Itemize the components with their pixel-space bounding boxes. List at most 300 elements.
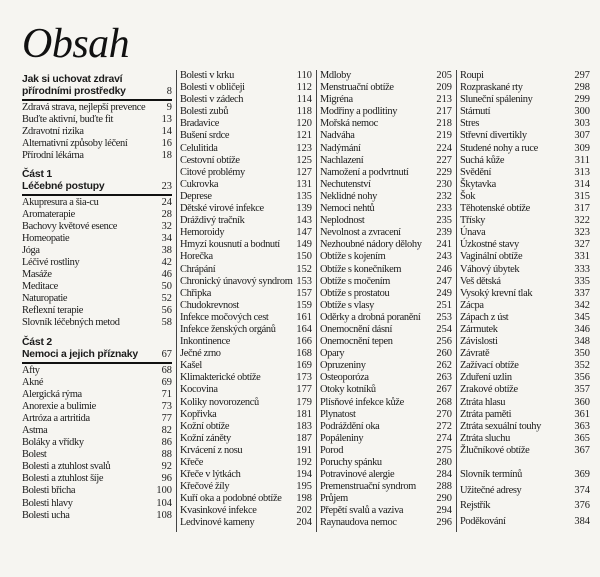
toc-entry[interactable] xyxy=(320,203,452,215)
toc-entry[interactable] xyxy=(180,300,312,312)
column-divider xyxy=(316,70,317,532)
entry-title: Naturopatie xyxy=(22,293,68,305)
toc-entry[interactable] xyxy=(22,102,172,114)
toc-entry[interactable] xyxy=(180,421,312,433)
page-number: 331 xyxy=(574,251,590,263)
entry-title: Nadýmání xyxy=(320,142,361,154)
page-number: 272 xyxy=(436,420,452,432)
entry-title: Koliky novorozenců xyxy=(180,396,259,408)
toc-entry[interactable] xyxy=(180,409,312,421)
toc-entry[interactable] xyxy=(180,433,312,445)
entry-title: Kopřivka xyxy=(180,408,217,420)
toc-entry[interactable] xyxy=(320,155,452,167)
toc-entry[interactable] xyxy=(22,510,172,522)
entry-title: Dráždivý tračník xyxy=(180,215,245,227)
page-number: 13 xyxy=(161,113,172,125)
toc-entry[interactable] xyxy=(460,421,590,433)
toc-entry[interactable] xyxy=(460,130,590,142)
page-number: 100 xyxy=(156,485,172,497)
heading-text: Jak si uchovat zdraví xyxy=(22,74,123,85)
page-number: 187 xyxy=(296,432,312,444)
toc-entry[interactable] xyxy=(320,167,452,179)
toc-entry[interactable] xyxy=(180,324,312,336)
toc-entry[interactable] xyxy=(180,372,312,384)
section-heading[interactable] xyxy=(22,181,172,193)
page-number: 327 xyxy=(574,239,590,251)
page-number: 243 xyxy=(436,251,452,263)
toc-entry[interactable] xyxy=(320,264,452,276)
page-number: 256 xyxy=(436,336,452,348)
toc-entry[interactable] xyxy=(460,372,590,384)
toc-entry[interactable] xyxy=(320,70,452,82)
toc-entry[interactable] xyxy=(320,372,452,384)
entry-title: Homeopatie xyxy=(22,232,70,244)
entry-title: Buďte aktivní, buďte fit xyxy=(22,113,114,125)
toc-entry[interactable] xyxy=(460,483,590,499)
page-number: 120 xyxy=(296,118,312,130)
toc-entry[interactable] xyxy=(180,118,312,130)
toc-entry[interactable] xyxy=(460,155,590,167)
toc-entry[interactable] xyxy=(320,481,452,493)
section-heading[interactable] xyxy=(22,349,172,361)
page-number: 307 xyxy=(574,130,590,142)
toc-entry[interactable] xyxy=(180,82,312,94)
toc-entry[interactable] xyxy=(180,312,312,324)
toc-entry[interactable] xyxy=(180,469,312,481)
entry-title: Obtíže s prostatou xyxy=(320,287,390,299)
toc-entry[interactable] xyxy=(180,94,312,106)
toc-entry[interactable] xyxy=(180,179,312,191)
page-number: 183 xyxy=(296,420,312,432)
toc-entry[interactable] xyxy=(180,264,312,276)
toc-entry[interactable] xyxy=(460,191,590,203)
page-number: 9 xyxy=(166,101,172,113)
entry-title: Infekce močových cest xyxy=(180,311,269,323)
entry-title: Bolesti v obličeji xyxy=(180,82,245,94)
page-number: 92 xyxy=(161,461,172,473)
toc-entry[interactable] xyxy=(22,485,172,497)
toc-entry[interactable] xyxy=(22,449,172,461)
page-number: 365 xyxy=(574,432,590,444)
toc-entry[interactable] xyxy=(180,517,312,529)
toc-entry[interactable] xyxy=(22,221,172,233)
entry-title: Onemocnění tepen xyxy=(320,336,393,348)
toc-entry[interactable] xyxy=(22,197,172,209)
entry-title: Zácpa xyxy=(460,299,484,311)
toc-entry[interactable] xyxy=(320,517,452,529)
toc-entry[interactable] xyxy=(460,179,590,191)
page-number: 88 xyxy=(161,449,172,461)
entry-title: Kožní obtíže xyxy=(180,420,230,432)
toc-entry[interactable] xyxy=(180,155,312,167)
toc-entry[interactable] xyxy=(460,384,590,396)
toc-entry[interactable] xyxy=(180,336,312,348)
toc-list xyxy=(22,365,172,522)
entry-title: Krvácení z nosu xyxy=(180,444,243,456)
toc-entry[interactable] xyxy=(320,106,452,118)
toc-entry[interactable] xyxy=(320,312,452,324)
toc-entry[interactable] xyxy=(22,461,172,473)
part-label xyxy=(22,169,172,181)
entry-title: Obtíže s vlasy xyxy=(320,299,374,311)
entry-title: Osteoporóza xyxy=(320,372,369,384)
toc-entry[interactable] xyxy=(180,481,312,493)
toc-entry[interactable] xyxy=(320,469,452,481)
entry-title: Boláky a vřídky xyxy=(22,437,84,449)
toc-entry[interactable] xyxy=(320,288,452,300)
toc-entry[interactable] xyxy=(180,276,312,288)
toc-entry[interactable] xyxy=(460,360,590,372)
toc-entry[interactable] xyxy=(320,179,452,191)
toc-entry[interactable] xyxy=(22,365,172,377)
page-number: 219 xyxy=(436,130,452,142)
toc-entry[interactable] xyxy=(180,457,312,469)
entry-title: Obtíže s konečníkem xyxy=(320,263,402,275)
page-number: 229 xyxy=(436,166,452,178)
entry-title: Ztráta paměti xyxy=(460,408,512,420)
toc-entry[interactable] xyxy=(22,413,172,425)
entry-title: Oděrky a drobná poranění xyxy=(320,311,421,323)
page-number: 254 xyxy=(436,323,452,335)
toc-entry[interactable] xyxy=(460,288,590,300)
entry-title: Namožení a podvrtnutí xyxy=(320,166,409,178)
page-number: 205 xyxy=(436,70,452,81)
page-number: 251 xyxy=(436,299,452,311)
toc-entry[interactable] xyxy=(22,269,172,281)
page-number: 191 xyxy=(296,444,312,456)
entry-title: Klimakterické obtíže xyxy=(180,372,261,384)
toc-entry[interactable] xyxy=(180,251,312,263)
page-number: 127 xyxy=(296,166,312,178)
toc-entry[interactable] xyxy=(180,70,312,82)
toc-entry[interactable] xyxy=(460,409,590,421)
page-number: 147 xyxy=(296,227,312,239)
entry-title: Veš dětská xyxy=(460,275,501,287)
page-number: 135 xyxy=(296,190,312,202)
page-number: 345 xyxy=(574,311,590,323)
entry-title: Astma xyxy=(22,424,48,436)
page-number: 198 xyxy=(296,493,312,505)
toc-entry[interactable] xyxy=(320,348,452,360)
toc-entry[interactable] xyxy=(320,143,452,155)
page-number: 159 xyxy=(296,299,312,311)
section-intro xyxy=(22,74,172,162)
page-number: 315 xyxy=(574,190,590,202)
toc-entry[interactable] xyxy=(180,215,312,227)
toc-entry[interactable] xyxy=(320,94,452,106)
page-number: 239 xyxy=(436,227,452,239)
toc-entry[interactable] xyxy=(460,106,590,118)
page-number: 192 xyxy=(296,457,312,468)
page-number: 150 xyxy=(296,251,312,263)
toc-entry[interactable] xyxy=(320,397,452,409)
toc-entry[interactable] xyxy=(320,239,452,251)
toc-entry[interactable] xyxy=(460,143,590,155)
toc-entry[interactable] xyxy=(180,203,312,215)
toc-entry[interactable] xyxy=(460,312,590,324)
toc-entry[interactable] xyxy=(180,191,312,203)
page-number: 18 xyxy=(161,149,172,161)
entry-title: Zdravá strava, nejlepší prevence xyxy=(22,101,146,113)
entry-title: Raynaudova nemoc xyxy=(320,517,397,529)
toc-entry[interactable] xyxy=(180,239,312,251)
toc-entry[interactable] xyxy=(320,493,452,505)
page-number: 143 xyxy=(296,215,312,227)
toc-entry[interactable] xyxy=(180,360,312,372)
toc-entry[interactable] xyxy=(180,505,312,517)
toc-entry[interactable] xyxy=(460,264,590,276)
toc-entry[interactable] xyxy=(460,433,590,445)
page-number: 249 xyxy=(436,287,452,299)
toc-entry[interactable] xyxy=(320,227,452,239)
toc-entry[interactable] xyxy=(180,384,312,396)
page-number: 181 xyxy=(296,408,312,420)
toc-entry[interactable] xyxy=(460,94,590,106)
entry-title: Nezhoubné nádory dělohy xyxy=(320,239,422,251)
toc-entry[interactable] xyxy=(180,445,312,457)
entry-title: Akupresura a šia-cu xyxy=(22,196,99,208)
toc-entry[interactable] xyxy=(22,293,172,305)
page-number: 157 xyxy=(296,287,312,299)
toc-entry[interactable] xyxy=(460,82,590,94)
toc-entry[interactable] xyxy=(22,498,172,510)
entry-title: Poruchy spánku xyxy=(320,457,382,468)
toc-entry[interactable] xyxy=(22,317,172,329)
toc-entry[interactable] xyxy=(460,336,590,348)
toc-entry[interactable] xyxy=(460,514,590,530)
toc-entry[interactable] xyxy=(320,384,452,396)
entry-title: Kuří oka a podobné obtíže xyxy=(180,493,282,505)
toc-entry[interactable] xyxy=(180,493,312,505)
toc-entry[interactable] xyxy=(320,251,452,263)
toc-entry[interactable] xyxy=(460,397,590,409)
toc-entry[interactable] xyxy=(22,114,172,126)
toc-entry[interactable] xyxy=(320,324,452,336)
page-number: 218 xyxy=(436,118,452,130)
entry-title: Suchá kůže xyxy=(460,154,505,166)
page-number: 294 xyxy=(436,505,452,517)
toc-entry[interactable] xyxy=(320,433,452,445)
page-number: 77 xyxy=(161,412,172,424)
page-number: 232 xyxy=(436,190,452,202)
toc-entry[interactable] xyxy=(22,473,172,485)
page-number: 224 xyxy=(436,142,452,154)
toc-entry[interactable] xyxy=(180,397,312,409)
toc-column-4 xyxy=(460,70,590,529)
entry-title: Horečka xyxy=(180,251,213,263)
page-number: 313 xyxy=(574,166,590,178)
toc-entry[interactable] xyxy=(460,445,590,457)
page-number: 24 xyxy=(161,196,172,208)
toc-list xyxy=(460,70,590,457)
page-number: 323 xyxy=(574,227,590,239)
toc-list xyxy=(22,102,172,162)
entry-title: Meditace xyxy=(22,281,58,293)
toc-entry[interactable] xyxy=(22,401,172,413)
page-number: 363 xyxy=(574,420,590,432)
section-heading[interactable] xyxy=(22,74,172,86)
page-number: 367 xyxy=(574,444,590,456)
entry-title: Bolesti v zádech xyxy=(180,94,244,106)
page-number: 384 xyxy=(574,515,590,527)
entry-title: Porod xyxy=(320,444,344,456)
page-number: 153 xyxy=(296,275,312,287)
page-number: 168 xyxy=(296,348,312,360)
entry-title: Žlučníkové obtíže xyxy=(460,444,530,456)
toc-entry[interactable] xyxy=(320,445,452,457)
page-number: 253 xyxy=(436,311,452,323)
page-number: 56 xyxy=(161,305,172,317)
page-number: 169 xyxy=(296,360,312,372)
entry-title: Zdravotní rizika xyxy=(22,125,84,137)
toc-entry[interactable] xyxy=(320,276,452,288)
toc-entry[interactable] xyxy=(460,300,590,312)
toc-entry[interactable] xyxy=(460,227,590,239)
toc-entry[interactable] xyxy=(320,191,452,203)
page-number: 337 xyxy=(574,287,590,299)
entry-title: Obtíže s kojením xyxy=(320,251,386,263)
entry-title: Léčivé rostliny xyxy=(22,256,80,268)
entry-title: Masáže xyxy=(22,269,52,281)
entry-title: Nechutenství xyxy=(320,178,371,190)
toc-entry[interactable] xyxy=(22,233,172,245)
toc-entry[interactable] xyxy=(320,82,452,94)
entry-title: Ječné zrno xyxy=(180,348,221,360)
entry-title: Modřiny a podlitiny xyxy=(320,106,398,118)
section-heading[interactable] xyxy=(22,86,172,98)
entry-title: Bolesti v krku xyxy=(180,70,234,81)
page-number: 314 xyxy=(574,178,590,190)
heading-rule xyxy=(22,99,172,101)
toc-entry[interactable] xyxy=(22,209,172,221)
toc-list xyxy=(180,70,312,530)
entry-title: Škytavka xyxy=(460,178,496,190)
toc-entry[interactable] xyxy=(460,498,590,514)
page-number: 217 xyxy=(436,106,452,118)
toc-entry[interactable] xyxy=(22,305,172,317)
page-number: 342 xyxy=(574,299,590,311)
toc-entry[interactable] xyxy=(320,336,452,348)
toc-entry[interactable] xyxy=(460,215,590,227)
section-part-2 xyxy=(22,337,172,522)
entry-title: Reflexní terapie xyxy=(22,305,84,317)
page-number: 164 xyxy=(296,323,312,335)
entry-title: Těhotenské obtíže xyxy=(460,203,530,215)
page-number: 227 xyxy=(436,154,452,166)
entry-title: Zápach z úst xyxy=(460,311,509,323)
toc-entry[interactable] xyxy=(460,251,590,263)
page-number: 288 xyxy=(436,481,452,493)
page-number: 152 xyxy=(296,263,312,275)
toc-entry[interactable] xyxy=(180,143,312,155)
toc-entry[interactable] xyxy=(22,389,172,401)
toc-entry[interactable] xyxy=(180,288,312,300)
toc-entry[interactable] xyxy=(180,130,312,142)
toc-entry[interactable] xyxy=(460,167,590,179)
toc-entry[interactable] xyxy=(320,118,452,130)
entry-title: Citové problémy xyxy=(180,166,245,178)
heading-rule xyxy=(22,194,172,196)
entry-title: Akné xyxy=(22,376,44,388)
entry-title: Neplodnost xyxy=(320,215,365,227)
part-label-text: Část 1 xyxy=(22,169,52,180)
toc-entry[interactable] xyxy=(460,203,590,215)
entry-title: Bolest xyxy=(22,449,47,461)
toc-entry[interactable] xyxy=(22,425,172,437)
entry-title: Chudokrevnost xyxy=(180,299,239,311)
toc-entry[interactable] xyxy=(22,437,172,449)
toc-entry[interactable] xyxy=(460,118,590,130)
page-number: 376 xyxy=(574,500,590,511)
toc-entry[interactable] xyxy=(460,467,590,483)
page-number: 230 xyxy=(436,178,452,190)
entry-title: Střevní divertikly xyxy=(460,130,527,142)
entry-title: Kocovina xyxy=(180,384,218,396)
entry-title: Bolesti hlavy xyxy=(22,497,73,509)
toc-entry[interactable] xyxy=(22,257,172,269)
entry-title: Chřipka xyxy=(180,287,212,299)
page-number: 195 xyxy=(296,481,312,493)
toc-entry[interactable] xyxy=(320,409,452,421)
toc-entry[interactable] xyxy=(320,421,452,433)
entry-title: Potravinové alergie xyxy=(320,469,395,481)
toc-entry[interactable] xyxy=(320,130,452,142)
toc-entry[interactable] xyxy=(460,324,590,336)
toc-entry[interactable] xyxy=(22,245,172,257)
page-number: 139 xyxy=(296,203,312,215)
toc-entry[interactable] xyxy=(22,377,172,389)
toc-entry[interactable] xyxy=(460,70,590,82)
toc-entry[interactable] xyxy=(180,227,312,239)
entry-title: Otoky kotníků xyxy=(320,384,376,396)
entry-title: Aromaterapie xyxy=(22,208,75,220)
entry-title: Křeče v lýtkách xyxy=(180,469,241,481)
page-number: 104 xyxy=(156,497,172,509)
page-number: 118 xyxy=(296,106,312,118)
entry-title: Afty xyxy=(22,364,40,376)
toc-entry[interactable] xyxy=(320,300,452,312)
page-number: 275 xyxy=(436,444,452,456)
toc-entry[interactable] xyxy=(180,106,312,118)
toc-entry[interactable] xyxy=(320,360,452,372)
toc-list xyxy=(22,197,172,330)
toc-entry[interactable] xyxy=(22,138,172,150)
toc-entry[interactable] xyxy=(22,281,172,293)
entry-title: Opary xyxy=(320,348,345,360)
page-number: 209 xyxy=(436,82,452,94)
entry-title: Jóga xyxy=(22,244,40,256)
entry-title: Roupi xyxy=(460,70,484,81)
toc-entry[interactable] xyxy=(460,276,590,288)
toc-entry[interactable] xyxy=(22,150,172,162)
section-part-1 xyxy=(22,169,172,330)
page-number: 346 xyxy=(574,323,590,335)
toc-entry[interactable] xyxy=(320,215,452,227)
toc-entry[interactable] xyxy=(320,457,452,469)
page-number: 131 xyxy=(296,178,312,190)
toc-entry[interactable] xyxy=(22,126,172,138)
page-number: 68 xyxy=(161,364,172,376)
toc-entry[interactable] xyxy=(180,167,312,179)
page-number: 204 xyxy=(296,517,312,529)
page-number: 352 xyxy=(574,360,590,372)
entry-title: Stres xyxy=(460,118,480,130)
entry-title: Mořská nemoc xyxy=(320,118,378,130)
toc-entry[interactable] xyxy=(460,348,590,360)
toc-entry[interactable] xyxy=(180,348,312,360)
toc-entry[interactable] xyxy=(460,239,590,251)
toc-entry[interactable] xyxy=(320,505,452,517)
